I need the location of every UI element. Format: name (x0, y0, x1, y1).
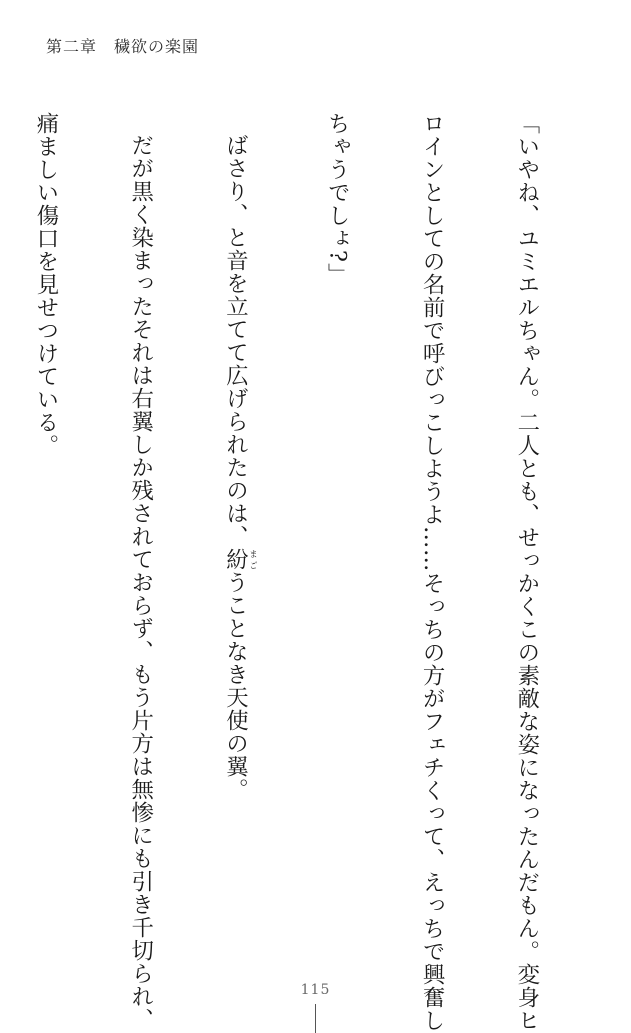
text-column: 痛ましい傷口を見せつけている。 (32, 112, 59, 457)
text-column: 「いやね、ユミエルちゃん。二人とも、せっかくこの素敵な姿になったんだもん。変身ヒ (513, 112, 540, 1032)
text-column: ロインとしての名前で呼びっこしようよ……そっちの方がフェチくって、えっちで興奮し (419, 112, 446, 1032)
ruby-annotation: 紛 まご (222, 548, 258, 571)
page-number: 115 (300, 982, 331, 998)
text-column: ちゃうでしょ?」 (324, 112, 351, 286)
text-column: ばさり、と音を立てて広げられたのは、紛 まごうことなき天使の翼。 (222, 134, 258, 801)
running-head: 第二章 穢欲の楽園 (46, 37, 200, 56)
page-number-rule (315, 1004, 316, 1033)
text-column: だが黒く染まったそれは右翼しか残されておらず、もう片方は無惨にも引き千切られ、 (127, 134, 154, 1031)
